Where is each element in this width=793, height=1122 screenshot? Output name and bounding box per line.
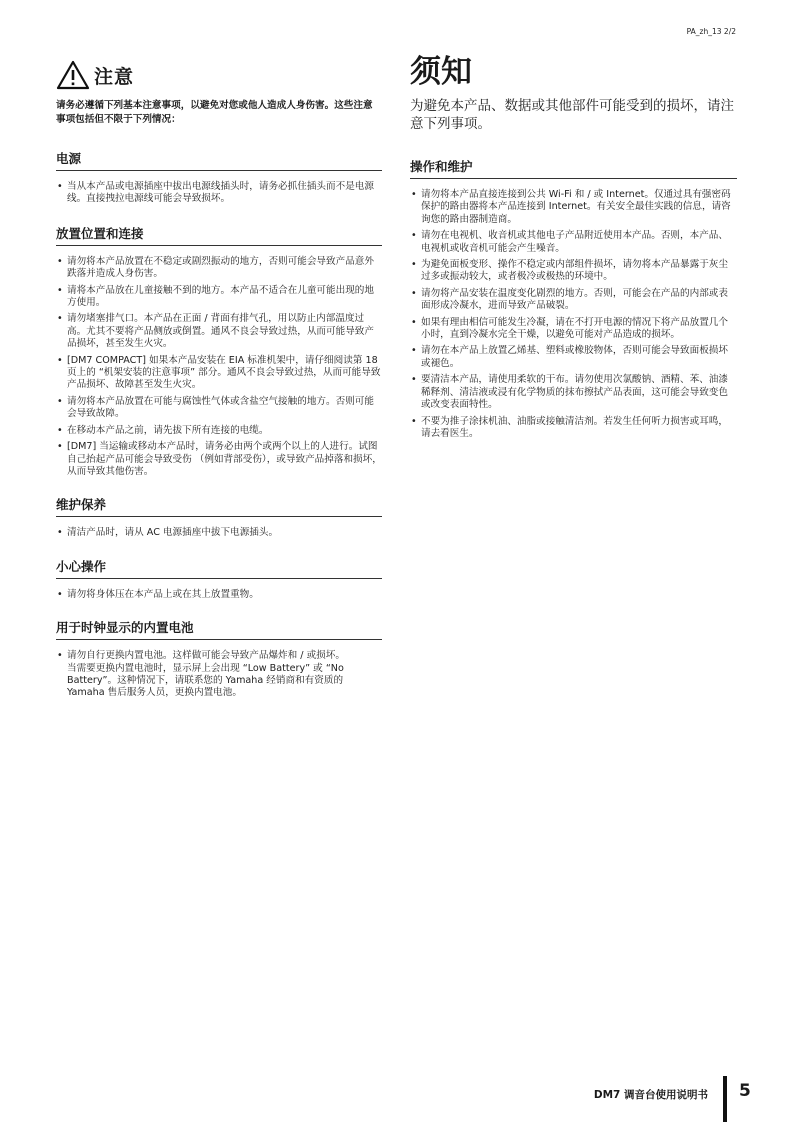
list-item-text: 请勿将身体压在本产品上或在其上放置重物。: [67, 588, 259, 600]
list-item-text: 当从本产品或电源插座中拔出电源线插头时，请务必抓住插头而不是电源线。直接拽拉电源线可能会导致损坏。: [67, 181, 374, 205]
list-item: [410, 230, 737, 255]
list-item-text: 为避免面板变形、操作不稳定或内部组件损坏，请勿将本产品暴露于灰尘过多或振动较大，或者极冷或极热的环境中。: [421, 259, 728, 283]
bullet-list: [56, 650, 382, 700]
section: [56, 149, 382, 206]
notice-column: [410, 55, 737, 444]
list-item: [410, 317, 737, 342]
list-item-text: 请将本产品放在儿童接触不到的地方。本产品不适合在儿童可能出现的地方使用。: [67, 284, 374, 309]
list-item: [56, 256, 382, 281]
list-item-text: 如果有理由相信可能发生冷凝，请在不打开电源的情况下将产品放置几个小时，直到冷凝水完全干燥，以避免可能对产品造成的损坏。: [421, 316, 728, 341]
section-title: 小心操作: [56, 557, 382, 579]
list-item: [56, 313, 382, 350]
list-item: [410, 288, 737, 313]
section-title: 操作和维护: [410, 157, 737, 179]
caution-column: [56, 55, 382, 704]
list-item-text: 不要为推子涂抹机油、油脂或接触清洁剂。若发生任何听力损害或耳鸣，请去看医生。: [421, 415, 728, 439]
section-title: 用于时钟显示的内置电池: [56, 618, 382, 640]
caution-title: 注意: [94, 65, 135, 88]
notice-sections: [410, 157, 737, 440]
list-item-text: 请勿在本产品上放置乙烯基、塑料或橡胶物体，否则可能会导致面板损坏或褪色。: [421, 345, 728, 369]
section-title: 放置位置和连接: [56, 224, 382, 246]
caution-sections: [56, 149, 382, 700]
list-item: [410, 259, 737, 284]
list-item-text: [DM7 COMPACT] 如果本产品安装在 EIA 标准机架中，请仔细阅读第 18 页上的 “机架安装的注意事项” 部分。通风不良会导致过热，从而可能导致产品损坏、故障甚至发生火灾。: [67, 354, 381, 391]
section: [410, 157, 737, 440]
list-item-text: 请勿将本产品直接连接到公共 Wi-Fi 和 / 或 Internet。仅通过具有强密码保护的路由器将本产品连接到 Internet。有关安全最佳实践的信息，请咨询您的路由器制造商。: [421, 189, 731, 225]
bullet-list: [56, 527, 382, 539]
section-title: 维护保养: [56, 495, 382, 517]
bullet-list: [56, 589, 382, 601]
footer-manual-title: DM7 调音台使用说明书: [593, 1089, 708, 1101]
list-item: [56, 285, 382, 310]
section: [56, 224, 382, 479]
list-item-text: 请勿在电视机、收音机或其他电子产品附近使用本产品。否则，本产品、电视机或收音机可能会产生噪音。: [421, 230, 728, 254]
caution-header: [56, 55, 382, 95]
list-item: [410, 374, 737, 411]
document-code: PA_zh_13 2/2: [686, 27, 736, 36]
notice-intro: 为避免本产品、数据或其他部件可能受到的损坏，请注意下列事项。: [410, 98, 734, 132]
list-item: [56, 441, 382, 478]
list-item-text: [DM7] 当运输或移动本产品时，请务必由两个或两个以上的人进行。试图自己抬起产品可能会导致受伤 （例如背部受伤），或导致产品掉落和损坏，从而导致其他伤害。: [67, 441, 382, 477]
warning-icon: [56, 60, 90, 90]
list-item-text: 在移动本产品之前，请先拔下所有连接的电缆。: [67, 424, 269, 436]
caution-intro: 请务必遵循下列基本注意事项，以避免对您或他人造成人身伤害。这些注意事项包括但不限于下列情况：: [56, 100, 373, 125]
list-item-text: 请勿将本产品放置在可能与腐蚀性气体或含盐空气接触的地方。否则可能会导致故障。: [67, 395, 374, 420]
list-item: [410, 189, 737, 226]
section: [56, 618, 382, 700]
section: [56, 557, 382, 601]
list-item-text: 要清洁本产品，请使用柔软的干布。请勿使用次氯酸钠、酒精、苯、油漆稀释剂、清洁液或浸有化学物质的抹布擦拭产品表面，这可能会导致变色或改变表面特性。: [421, 374, 728, 411]
list-item: [56, 355, 382, 392]
list-item: [56, 589, 382, 601]
page-number: 5: [739, 1081, 751, 1101]
section: [56, 495, 382, 539]
list-item-text: 请勿堵塞排气口。本产品在正面 / 背面有排气孔，用以防止内部温度过高。尤其不要将产品侧放或倒置。通风不良会导致过热，从而可能导致产品损坏，甚至发生火灾。: [67, 313, 374, 350]
bullet-list: [410, 189, 737, 440]
bullet-list: [56, 256, 382, 479]
list-item: [56, 425, 382, 437]
list-item-text: 请勿自行更换内置电池。这样做可能会导致产品爆炸和 / 或损坏。: [67, 650, 345, 662]
list-item: [56, 396, 382, 421]
footer-divider: [723, 1076, 727, 1122]
bullet-list: [56, 181, 382, 206]
list-item-text: 清洁产品时，请从 AC 电源插座中拔下电源插头。: [67, 527, 279, 539]
list-item: [410, 416, 737, 441]
list-item: [410, 345, 737, 370]
list-item-extra-text: 当需要更换内置电池时，显示屏上会出现 “Low Battery” 或 “No Battery”。这种情况下，请联系您的 Yamaha 经销商和有资质的 Yamaha 售后服务人员，更换内置电池。: [67, 662, 344, 699]
notice-title: 须知: [410, 54, 472, 90]
list-item-text: 请勿将本产品放置在不稳定或剧烈振动的地方，否则可能会导致产品意外跌落并造成人身伤害。: [67, 255, 374, 280]
list-item: [56, 650, 382, 700]
list-item: [56, 527, 382, 539]
list-item: [56, 181, 382, 206]
section-title: 电源: [56, 149, 382, 171]
list-item-text: 请勿将产品安装在温度变化剧烈的地方。否则，可能会在产品的内部或表面形成冷凝水，进而导致产品破裂。: [421, 287, 728, 312]
